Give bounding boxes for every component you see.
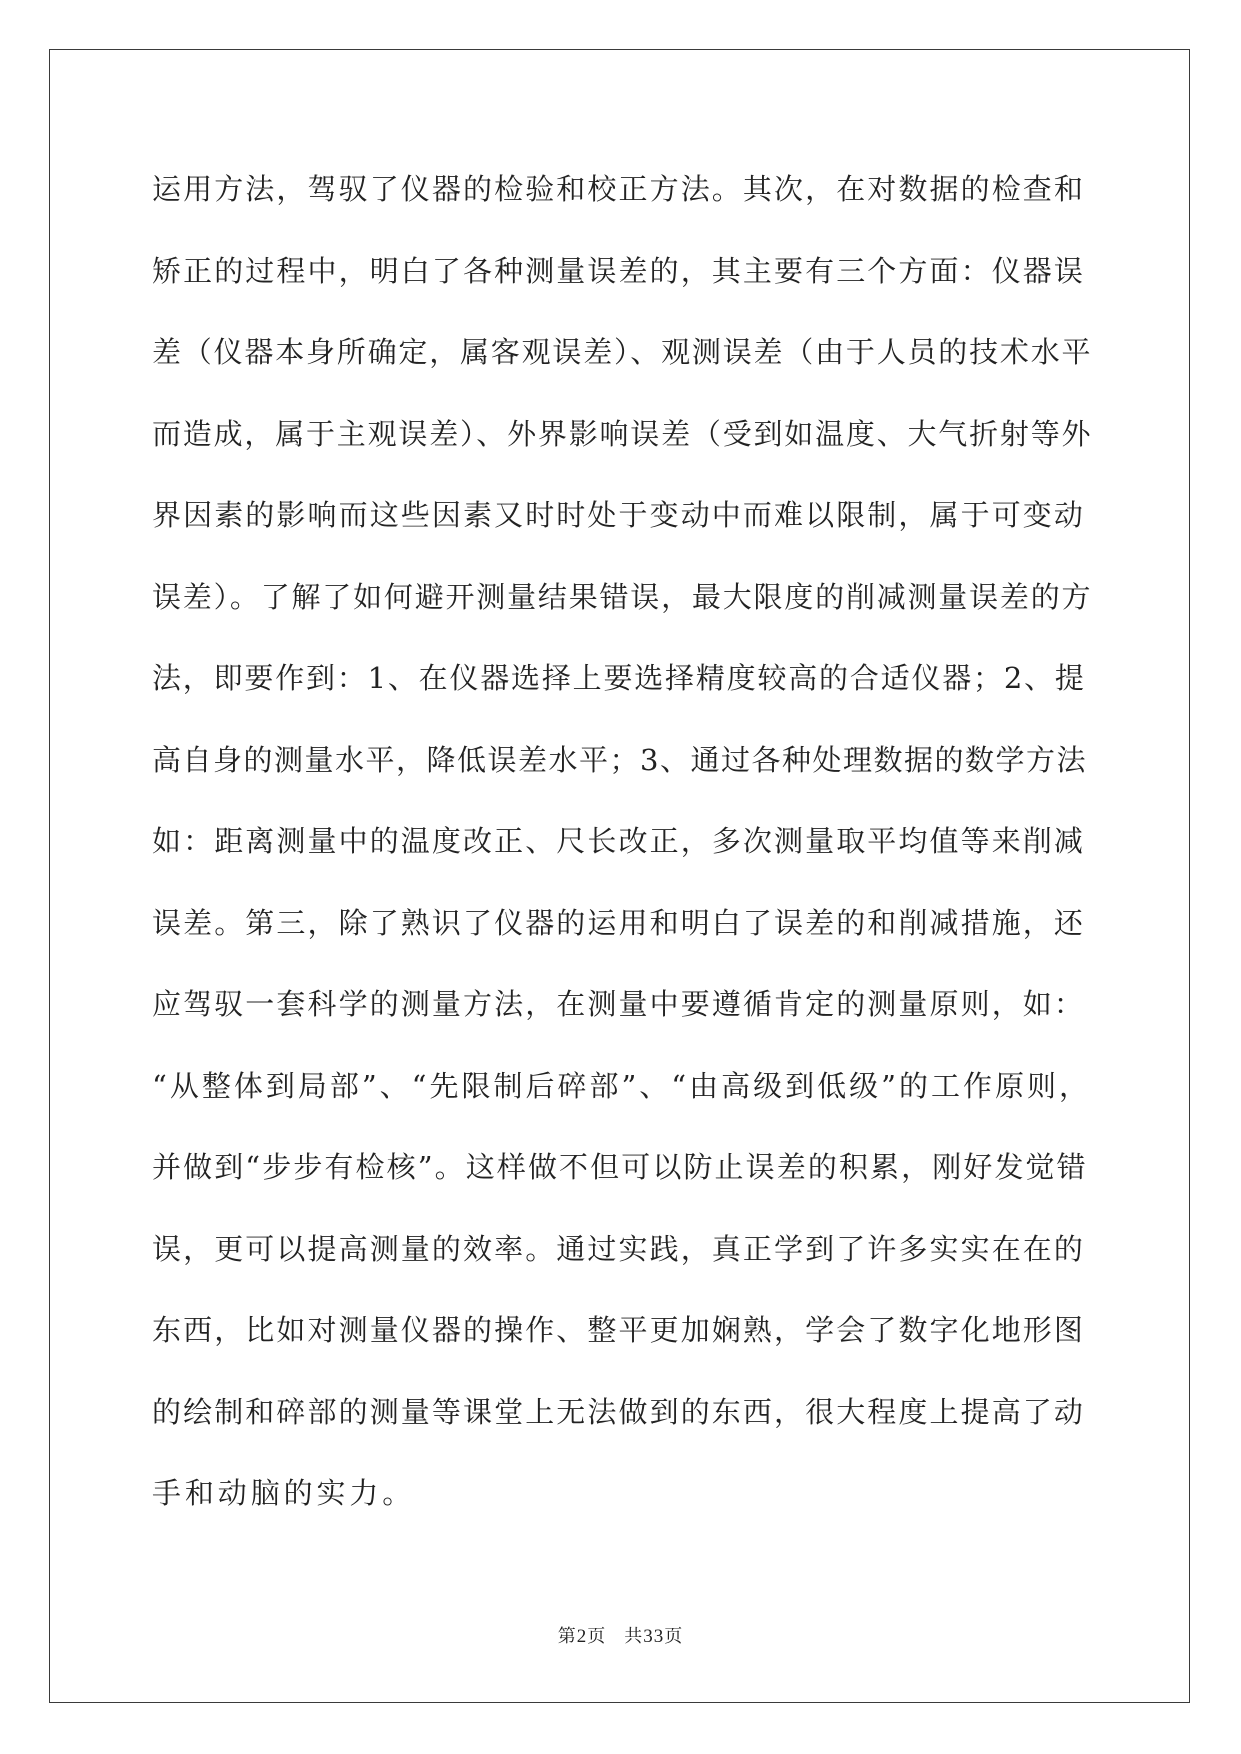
total-pages: 33 [643, 1626, 665, 1647]
text-line: 误差）。了解了如何避开测量结果错误，最大限度的削减测量误差的方 [152, 579, 1093, 614]
text-line: 差（仪器本身所确定，属客观误差）、观测误差（由于人员的技术水平 [152, 335, 1093, 369]
total-label-suffix: 页 [664, 1626, 684, 1647]
text-line: 法，即要作到：1、在仪器选择上要选择精度较高的合适仪器；2、提 [152, 661, 1086, 695]
text-line: 应驾驭一套科学的测量方法，在测量中要遵循肯定的测量原则，如： [152, 987, 1086, 1021]
total-label-prefix: 共 [624, 1626, 644, 1647]
page-number: 2 [576, 1626, 588, 1647]
body-text [152, 160, 1092, 1546]
text-line: 如：距离测量中的温度改正、尺长改正，多次测量取平均值等来削减 [152, 824, 1086, 858]
page-label-prefix: 第 [557, 1626, 577, 1647]
text-line: 运用方法，驾驭了仪器的检验和校正方法。其次，在对数据的检查和 [152, 172, 1086, 206]
text-line: “从整体到局部”、“先限制后碎部”、“由高级到低级”的工作原则， [152, 1068, 1091, 1103]
text-line: 的绘制和碎部的测量等课堂上无法做到的东西，很大程度上提高了动 [152, 1394, 1086, 1429]
page-footer [0, 1622, 1241, 1648]
text-line: 手和动脑的实力。 [152, 1476, 416, 1510]
text-line: 界因素的影响而这些因素又时时处于变动中而难以限制，属于可变动 [152, 498, 1086, 532]
text-line: 误，更可以提高测量的效率。通过实践，真正学到了许多实实在在的 [152, 1231, 1086, 1266]
text-line: 高自身的测量水平，降低误差水平；3、通过各种处理数据的数学方法 [152, 742, 1087, 777]
page-label-suffix: 页 [587, 1626, 607, 1647]
text-line: 东西，比如对测量仪器的操作、整平更加娴熟，学会了数字化地形图 [152, 1313, 1086, 1347]
text-line: 矫正的过程中，明白了各种测量误差的，其主要有三个方面：仪器误 [152, 253, 1086, 288]
text-line: 而造成，属于主观误差）、外界影响误差（受到如温度、大气折射等外 [152, 416, 1093, 451]
text-line: 并做到“步步有检核”。这样做不但可以防止误差的积累，刚好发觉错 [152, 1150, 1088, 1184]
text-line: 误差。第三，除了熟识了仪器的运用和明白了误差的和削减措施，还 [152, 905, 1086, 940]
